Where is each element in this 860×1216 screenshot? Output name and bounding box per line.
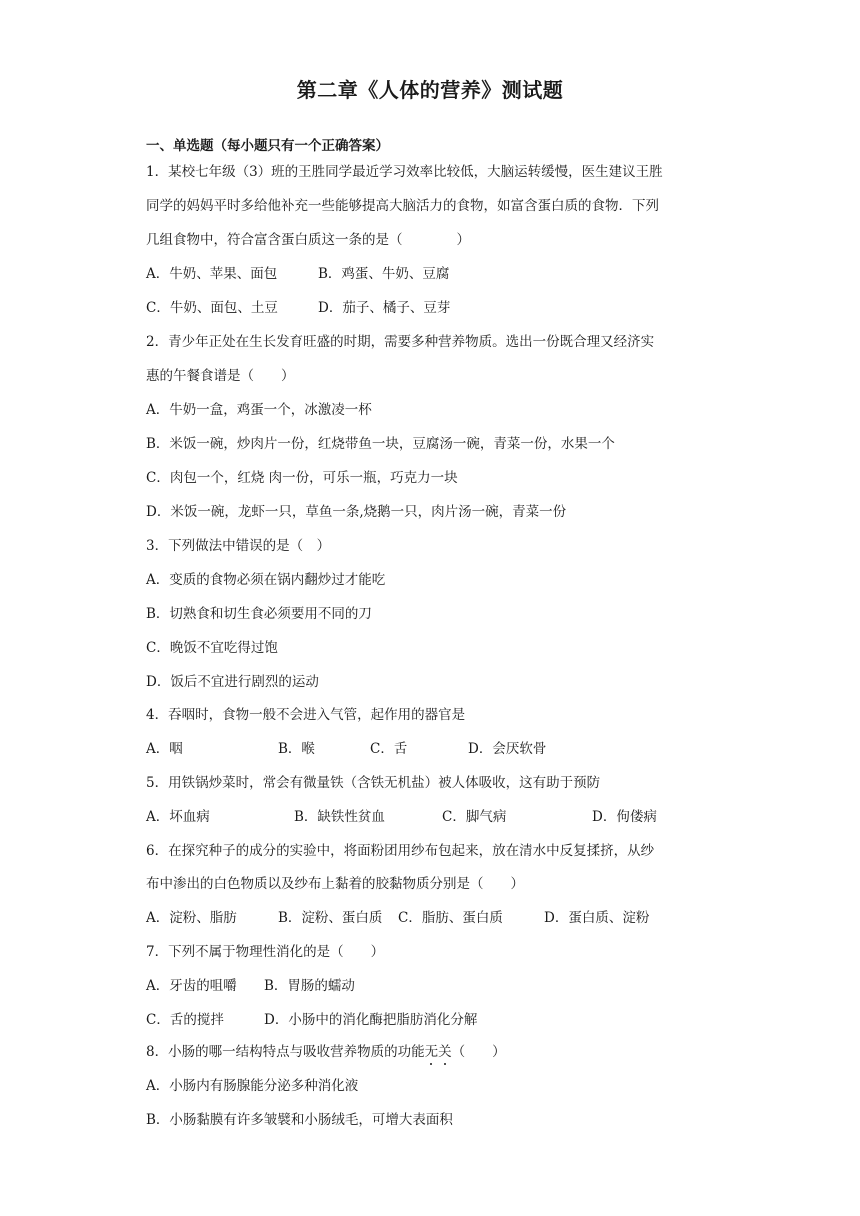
question-1-line-1: 1．某校七年级（3）班的王胜同学最近学习效率比较低，大脑运转缓慢，医生建议王胜 (146, 164, 663, 180)
option-a: A．牙齿的咀嚼 (146, 978, 237, 994)
answer-blank: （ ） (451, 1044, 506, 1060)
question-4-line-1: 4．吞咽时，食物一般不会进入气管，起作用的器官是 (146, 707, 466, 723)
question-2-line-1: 2．青少年正处在生长发育旺盛的时期，需要多种营养物质。选出一份既合理又经济实 (146, 334, 655, 350)
option-c: C．脂肪、蛋白质 (398, 910, 503, 926)
question-2-option-c: C．肉包一个，红烧 肉一份，可乐一瓶，巧克力一块 (146, 470, 458, 486)
question-5-options (146, 808, 726, 826)
question-1-options-row-2 (146, 299, 726, 317)
option-d: D．佝偻病 (592, 809, 657, 825)
option-a: A．咽 (146, 741, 183, 757)
emphasis-dot-text: 关 (438, 1044, 452, 1060)
option-a: A．牛奶、苹果、面包 (146, 266, 278, 282)
question-7-options-row-1 (146, 977, 726, 995)
emphasis-dot-text: 无 (424, 1044, 439, 1060)
question-8-stem: 8．小肠的哪一结构特点与吸收营养物质的功能 (146, 1044, 425, 1060)
question-8-option-a: A．小肠内有肠腺能分泌多种消化液 (146, 1078, 359, 1094)
option-c: C．舌的搅拌 (146, 1012, 224, 1028)
question-2-option-d: D．米饭一碗，龙虾一只，草鱼一条,烧鹅一只，肉片汤一碗，青菜一份 (146, 504, 567, 520)
question-8-line-1 (146, 1043, 726, 1061)
question-1-line-3: 几组食物中，符合富含蛋白质这一条的是（ ） (146, 232, 470, 248)
option-b: B．缺铁性贫血 (294, 809, 385, 825)
option-d: D．会厌软骨 (468, 741, 547, 757)
option-b: B．胃肠的蠕动 (264, 978, 355, 994)
option-c: C．舌 (370, 741, 408, 757)
question-6-line-1: 6．在探究种子的成分的实验中，将面粉团用纱布包起来，放在清水中反复揉挤，从纱 (146, 843, 655, 859)
question-3-option-c: C．晚饭不宜吃得过饱 (146, 640, 278, 656)
option-d: D．茄子、橘子、豆芽 (318, 300, 451, 316)
question-4-options (146, 740, 726, 758)
option-b: B．鸡蛋、牛奶、豆腐 (318, 266, 450, 282)
question-2-option-b: B．米饭一碗，炒肉片一份，红烧带鱼一块，豆腐汤一碗，青菜一份，水果一个 (146, 436, 615, 452)
question-3-option-d: D．饭后不宜进行剧烈的运动 (146, 674, 319, 690)
question-6-line-2: 布中渗出的白色物质以及纱布上黏着的胶黏物质分别是（ ） (146, 876, 524, 892)
question-3-option-b: B．切熟食和切生食必须要用不同的刀 (146, 606, 372, 622)
question-7-options-row-2 (146, 1011, 726, 1029)
question-7-line-1: 7．下列不属于物理性消化的是（ ） (146, 944, 385, 960)
question-6-options (146, 909, 726, 927)
question-1-line-2: 同学的妈妈平时多给他补充一些能够提高大脑活力的食物，如富含蛋白质的食物．下列 (146, 198, 659, 214)
question-2-option-a: A．牛奶一盒，鸡蛋一个，冰激凌一杯 (146, 402, 372, 418)
option-d: D．小肠中的消化酶把脂肪消化分解 (264, 1012, 478, 1028)
option-a: A．淀粉、脂肪 (146, 910, 237, 926)
question-8-option-b: B．小肠黏膜有许多皱襞和小肠绒毛，可增大表面积 (146, 1112, 453, 1128)
option-b: B．淀粉、蛋白质 (278, 910, 383, 926)
option-a: A．坏血病 (146, 809, 210, 825)
question-3-line-1: 3．下列做法中错误的是（ ） (146, 538, 331, 554)
section-header: 一、单选题（每小题只有一个正确答案） (146, 138, 389, 154)
option-c: C．脚气病 (442, 809, 507, 825)
option-d: D．蛋白质、淀粉 (544, 910, 650, 926)
option-c: C．牛奶、面包、土豆 (146, 300, 278, 316)
option-b: B．喉 (278, 741, 315, 757)
question-3-option-a: A．变质的食物必须在锅内翻炒过才能吃 (146, 572, 386, 588)
question-5-line-1: 5．用铁锅炒菜时，常会有微量铁（含铁无机盐）被人体吸收，这有助于预防 (146, 775, 601, 791)
question-2-line-2: 惠的午餐食谱是（ ） (146, 368, 295, 384)
question-1-options-row-1 (146, 265, 726, 283)
page-title: 第二章《人体的营养》测试题 (296, 78, 564, 102)
